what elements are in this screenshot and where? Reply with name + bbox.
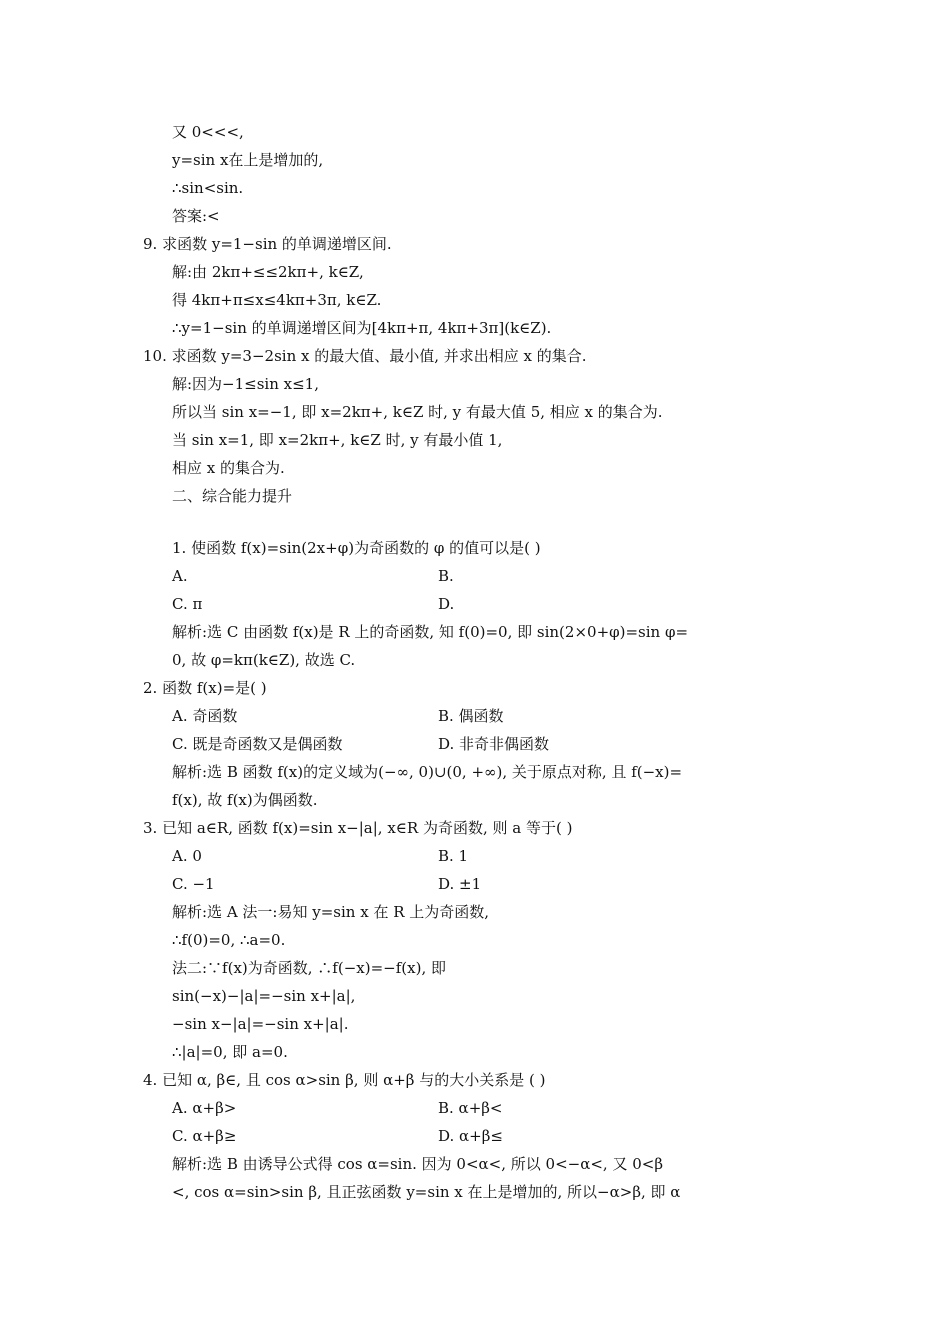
question-4: 4. 已知 α, β∈, 且 cos α>sin β, 则 α+β 与的大小关系是 ( ) [143,1071,546,1089]
option-d: D. ±1 [438,875,482,893]
analysis-line: <, cos α=sin>sin β, 且正弦函数 y=sin x 在上是增加的, 所以−α>β, 即 α [172,1183,681,1201]
option-d: D. α+β≤ [438,1127,503,1145]
solution-line: 相应 x 的集合为. [172,459,285,477]
text-line: 又 0<<<, [172,123,244,141]
solution-line: 当 sin x=1, 即 x=2kπ+, k∈Z 时, y 有最小值 1, [172,431,503,449]
option-c: C. π [172,595,203,613]
option-a: A. 0 [172,847,202,865]
solution-line: 所以当 sin x=−1, 即 x=2kπ+, k∈Z 时, y 有最大值 5, 相应 x 的集合为. [172,403,663,421]
option-b: B. [438,567,454,585]
option-b: B. 偶函数 [438,707,504,725]
analysis-line: 解析:选 B 函数 f(x)的定义域为(−∞, 0)∪(0, +∞), 关于原点对称, 且 f(−x)= [172,763,683,781]
analysis-line: f(x), 故 f(x)为偶函数. [172,791,318,809]
problem-10: 10. 求函数 y=3−2sin x 的最大值、最小值, 并求出相应 x 的集合. [143,347,587,365]
option-d: D. [438,595,455,613]
section-heading: 二、综合能力提升 [172,487,293,505]
option-c: C. −1 [172,875,215,893]
option-b: B. α+β< [438,1099,503,1117]
analysis-line: 解析:选 B 由诱导公式得 cos α=sin. 因为 0<α<, 所以 0<−α<, 又 0<β [172,1155,664,1173]
analysis-line: ∴|a|=0, 即 a=0. [172,1043,288,1061]
solution-line: 解:因为−1≤sin x≤1, [172,375,319,393]
option-a: A. α+β> [172,1099,237,1117]
analysis-line: ∴f(0)=0, ∴a=0. [172,931,286,949]
option-b: B. 1 [438,847,469,865]
option-c: C. α+β≥ [172,1127,237,1145]
solution-line: 解:由 2kπ+≤≤2kπ+, k∈Z, [172,263,364,281]
analysis-line: sin(−x)−|a|=−sin x+|a|, [172,987,356,1005]
option-d: D. 非奇非偶函数 [438,735,550,753]
text-line: ∴sin<sin. [172,179,244,197]
analysis-line: 解析:选 A 法一:易知 y=sin x 在 R 上为奇函数, [172,903,490,921]
analysis-line: −sin x−|a|=−sin x+|a|. [172,1015,349,1033]
analysis-line: 0, 故 φ=kπ(k∈Z), 故选 C. [172,651,356,669]
solution-line: ∴y=1−sin 的单调递增区间为[4kπ+π, 4kπ+3π](k∈Z). [172,319,552,337]
answer-line: 答案:< [172,207,220,225]
option-a: A. [172,567,188,585]
problem-9: 9. 求函数 y=1−sin 的单调递增区间. [143,235,392,253]
analysis-line: 法二:∵f(x)为奇函数, ∴f(−x)=−f(x), 即 [172,959,446,977]
question-3: 3. 已知 a∈R, 函数 f(x)=sin x−|a|, x∈R 为奇函数, 则 a 等于( ) [143,819,573,837]
text-line: y=sin x在上是增加的, [172,151,324,169]
analysis-line: 解析:选 C 由函数 f(x)是 R 上的奇函数, 知 f(0)=0, 即 sin(2×0+φ)=sin φ= [172,623,689,641]
option-c: C. 既是奇函数又是偶函数 [172,735,343,753]
solution-line: 得 4kπ+π≤x≤4kπ+3π, k∈Z. [172,291,382,309]
question-2: 2. 函数 f(x)=是( ) [143,679,267,697]
question-1: 1. 使函数 f(x)=sin(2x+φ)为奇函数的 φ 的值可以是( ) [172,539,541,557]
option-a: A. 奇函数 [172,707,238,725]
